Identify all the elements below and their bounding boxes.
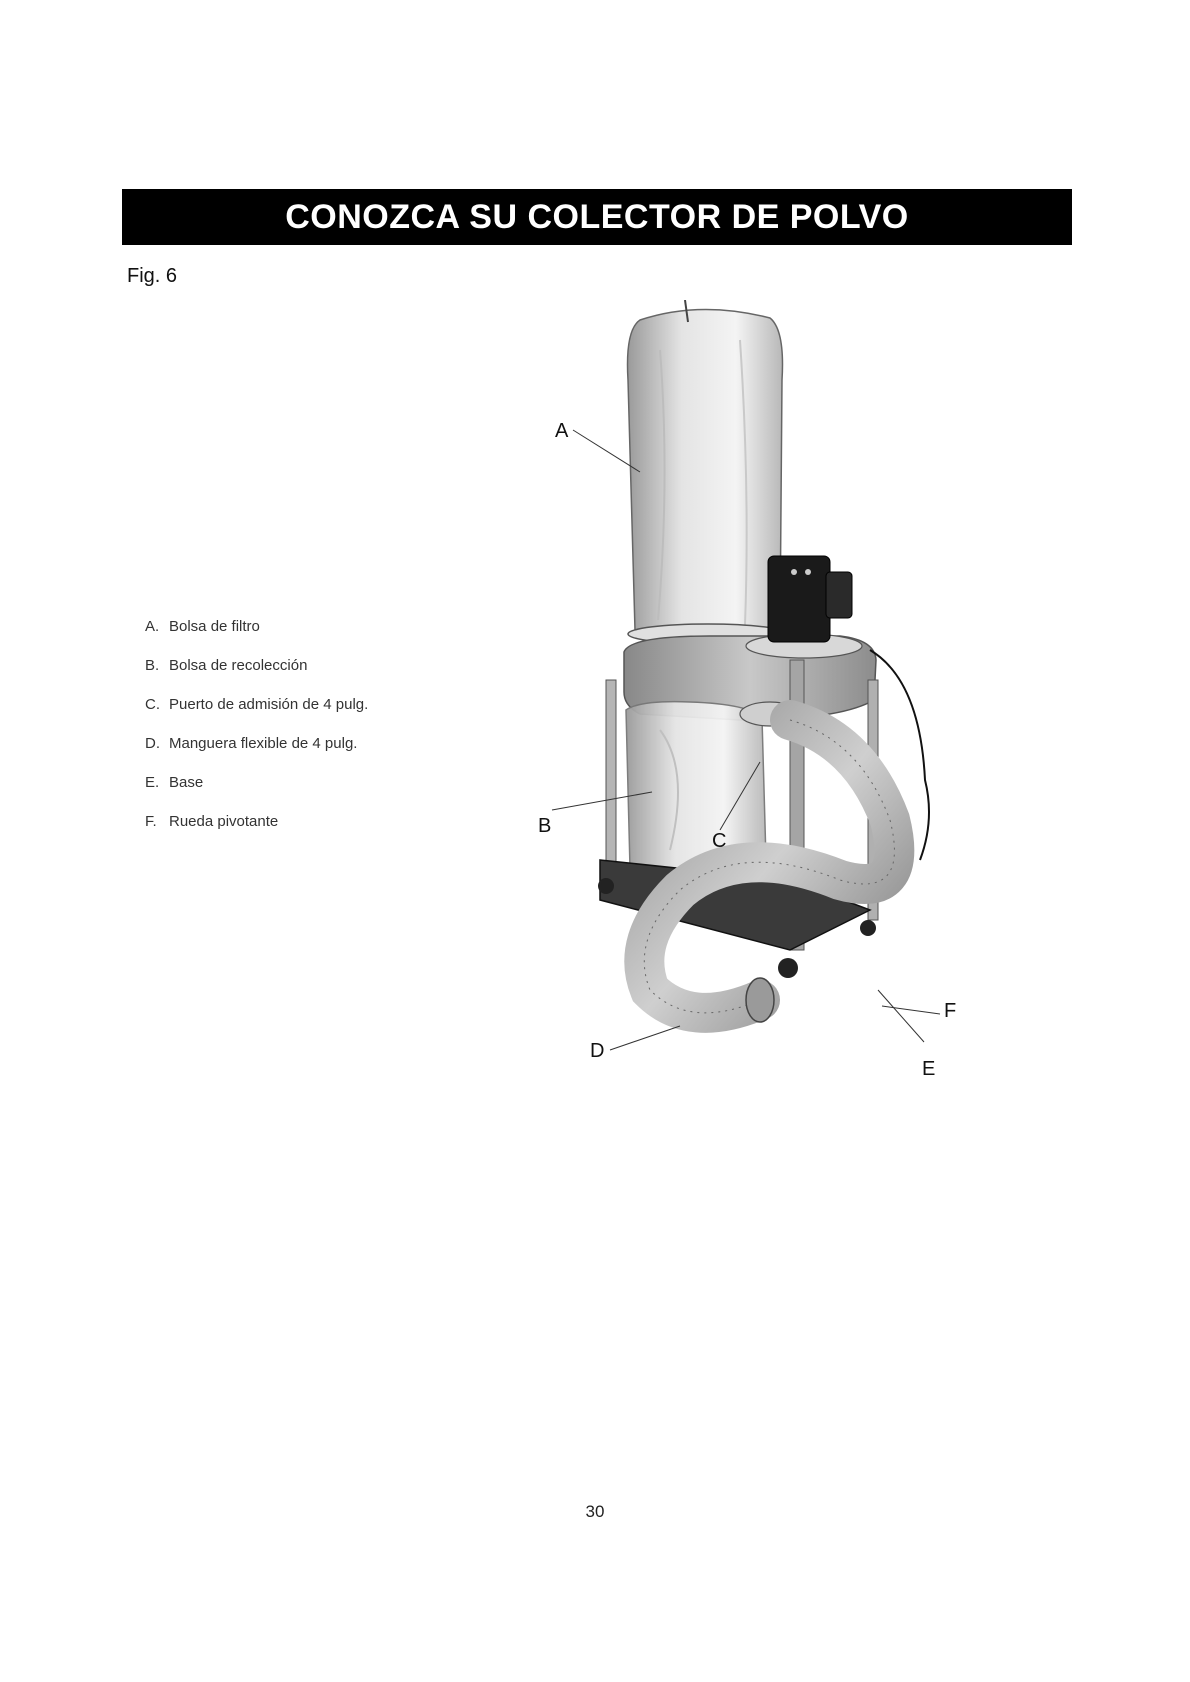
list-item: [145, 618, 368, 657]
list-item: [145, 774, 368, 813]
list-item: [145, 657, 368, 696]
part-letter: B.: [145, 657, 160, 674]
page-number: 30: [585, 1502, 605, 1521]
part-letter: F.: [145, 813, 157, 830]
dust-collector-drawing: [540, 300, 1040, 1130]
list-item: [145, 735, 368, 774]
parts-list: [145, 618, 368, 852]
part-name: Bolsa de recolección: [169, 657, 308, 674]
list-item: [145, 696, 368, 735]
dust-collector-illustration: [540, 300, 1040, 1130]
part-name: Rueda pivotante: [169, 813, 279, 830]
part-name: Manguera flexible de 4 pulg.: [169, 735, 358, 752]
callout-c: C: [712, 830, 727, 852]
part-letter: D.: [145, 735, 160, 752]
part-name: Puerto de admisión de 4 pulg.: [169, 696, 369, 713]
callout-d: D: [590, 1040, 605, 1062]
figure-label: Fig. 6: [127, 265, 178, 287]
callout-f: F: [944, 1000, 957, 1022]
section-title: CONOZCA SU COLECTOR DE POLVO: [285, 197, 909, 236]
callout-a: A: [555, 420, 569, 442]
part-letter: A.: [145, 618, 160, 635]
part-name: Bolsa de filtro: [169, 618, 260, 635]
part-name: Base: [169, 774, 204, 791]
callout-b: B: [538, 815, 552, 837]
filter-bag: [628, 300, 783, 639]
part-letter: E.: [145, 774, 160, 791]
part-letter: C.: [145, 696, 160, 713]
callout-e: E: [922, 1058, 936, 1080]
list-item: [145, 813, 368, 852]
section-header-bar: [122, 189, 1072, 245]
